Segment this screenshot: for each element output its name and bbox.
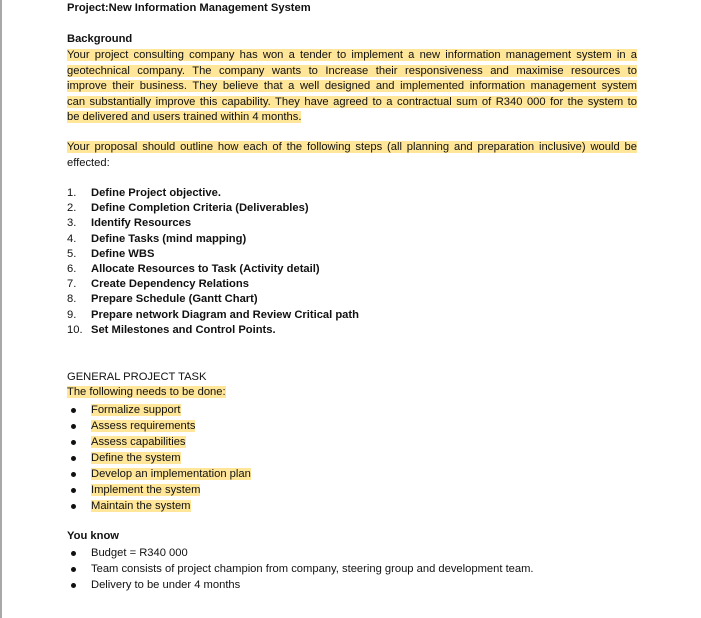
general-task-intro: The following needs to be done: xyxy=(67,386,226,398)
list-item: 8. Prepare Schedule (Gantt Chart) xyxy=(67,293,258,306)
list-item: Team consists of project champion from company, steering group and development team. xyxy=(67,561,534,577)
background-line: can substantially improve this capability. They have agreed to a contractual sum of R340 000 for the system to xyxy=(67,95,637,108)
list-item: 9. Prepare network Diagram and Review Critical path xyxy=(67,308,359,321)
general-task-list xyxy=(67,402,251,514)
background-line: improve their business. They believe that a well designed and implemented information management system xyxy=(67,80,637,92)
bullet-icon xyxy=(71,408,76,413)
list-item: Formalize support xyxy=(67,402,251,418)
background-heading: Background xyxy=(67,33,133,45)
bullet-icon xyxy=(71,456,76,461)
page-edge-rule xyxy=(0,0,2,618)
proposal-line: Your proposal should outline how each of the following steps (all planning and preparation inclusive) would be xyxy=(67,141,637,153)
proposal-line: effected: xyxy=(67,156,110,169)
background-paragraph xyxy=(67,48,637,126)
list-item: Assess requirements xyxy=(67,418,251,434)
list-item: 7. Create Dependency Relations xyxy=(67,278,249,291)
list-item: Implement the system xyxy=(67,482,251,498)
bullet-icon xyxy=(71,504,76,509)
bullet-icon xyxy=(71,472,76,477)
document-title: Project:New Information Management System xyxy=(67,2,311,14)
background-line: Your project consulting company has won a tender to implement a new information management system in a xyxy=(67,49,637,61)
steps-list xyxy=(67,186,359,338)
list-item: Maintain the system xyxy=(67,498,251,514)
you-know-heading: You know xyxy=(67,530,119,542)
list-item: 5. Define WBS xyxy=(67,247,155,260)
background-line: geotechnical company. The company wants to Increase their responsiveness and maximise resources to xyxy=(67,64,637,77)
list-item: 10. Set Milestones and Control Points. xyxy=(67,323,276,336)
bullet-icon xyxy=(71,424,76,429)
bullet-icon xyxy=(71,583,76,588)
list-item: 2. Define Completion Criteria (Deliverables) xyxy=(67,202,309,215)
proposal-paragraph xyxy=(67,140,637,171)
bullet-icon xyxy=(71,567,76,572)
list-item: Define the system xyxy=(67,450,251,466)
bullet-icon xyxy=(71,551,76,556)
list-item: Delivery to be under 4 months xyxy=(67,577,534,593)
list-item: Budget = R340 000 xyxy=(67,545,534,561)
you-know-list xyxy=(67,545,534,593)
list-item: 3. Identify Resources xyxy=(67,217,192,230)
list-item: 1. Define Project objective. xyxy=(67,187,221,199)
bullet-icon xyxy=(71,488,76,493)
general-task-heading: GENERAL PROJECT TASK xyxy=(67,371,207,383)
list-item: 4. Define Tasks (mind mapping) xyxy=(67,232,247,245)
list-item: Assess capabilities xyxy=(67,434,251,450)
list-item: Develop an implementation plan xyxy=(67,466,251,482)
list-item: 6. Allocate Resources to Task (Activity detail) xyxy=(67,262,320,275)
background-line: be delivered and users trained within 4 months. xyxy=(67,111,302,123)
bullet-icon xyxy=(71,440,76,445)
